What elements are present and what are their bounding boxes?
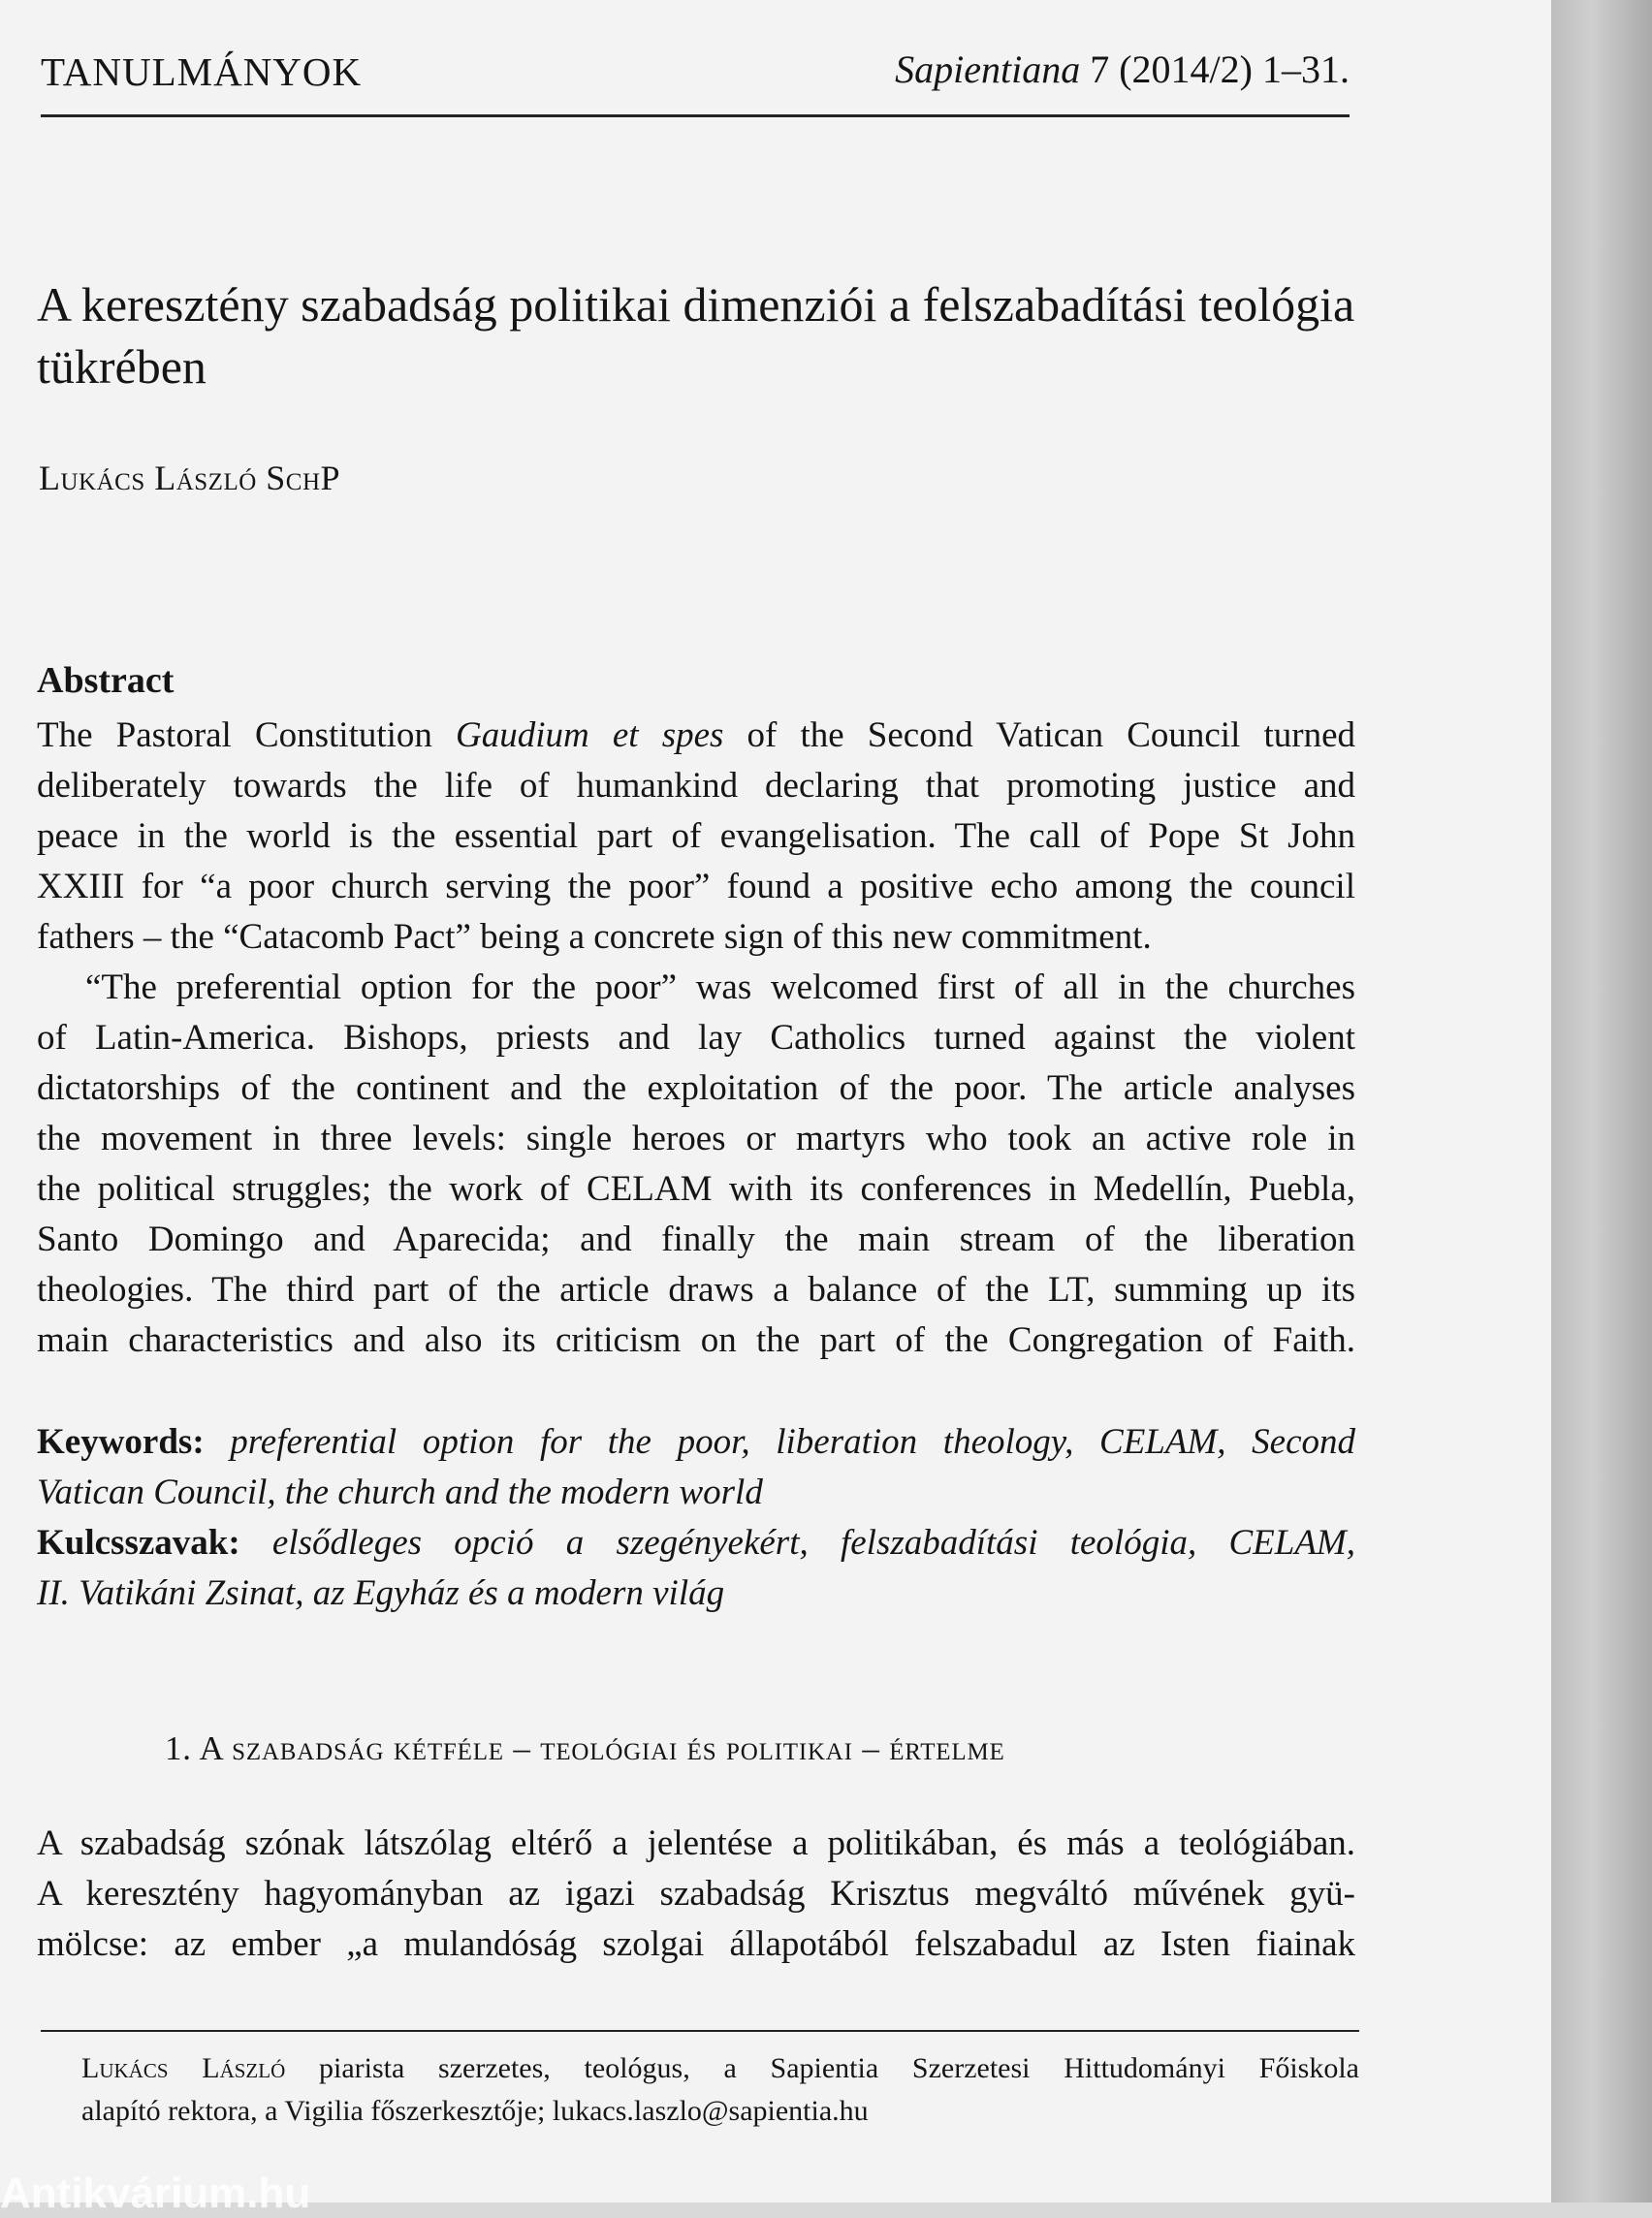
author-footnote (81, 2047, 1359, 2133)
abstract-line: main characteristics and also its criticism on the part of the Congregation of Faith. (37, 1320, 1355, 1360)
journal-citation (895, 47, 1350, 92)
abstract-line: deliberately towards the life of humankind declaring that promoting justice and (37, 766, 1355, 806)
abstract-heading: Abstract (37, 660, 175, 701)
abstract-line: The Pastoral Constitution Gaudium et spes of the Second Vatican Council turned (37, 715, 1355, 755)
keywords-en-line: Keywords: preferential option for the poor, liberation theology, CELAM, Second (37, 1422, 1355, 1462)
abstract-body (37, 711, 1355, 1366)
abstract-line: dictatorships of the continent and the exploitation of the poor. The article analyses (37, 1068, 1355, 1108)
article-author: Lukács László SchP (39, 459, 341, 497)
footnote-divider (41, 2030, 1359, 2032)
abstract-line: fathers – the “Catacomb Pact” being a concrete sign of this new commitment. (37, 917, 1152, 957)
book-spine-edge (1551, 0, 1652, 2202)
abstract-line: the political struggles; the work of CELAM with its conferences in Medellín, Puebla, (37, 1169, 1355, 1209)
keywords-en-label: Keywords: (37, 1422, 205, 1462)
footnote-line: Lukács László piarista szerzetes, teológus, a Sapientia Szerzetesi Hittudományi Főiskola (81, 2052, 1359, 2084)
keywords-hu-line: Kulcsszavak: elsődleges opció a szegényekért, felszabadítási teológia, CELAM, (37, 1523, 1355, 1563)
body-line: mölcse: az ember „a mulandóság szolgai állapotából felszabadul az Isten fiainak (37, 1924, 1355, 1964)
abstract-line: of Latin-America. Bishops, priests and lay Catholics turned against the violent (37, 1018, 1355, 1058)
watermark: Antikvárium.hu (0, 2170, 311, 2217)
abstract-line: “The preferential option for the poor” was welcomed first of all in the churches (85, 967, 1355, 1007)
header-divider (41, 114, 1350, 117)
section-body (37, 1819, 1355, 1970)
article-title: A keresztény szabadság politikai dimenziói a felszabadítási teológia tükrében (37, 277, 1355, 394)
body-line: A keresztény hagyományban az igazi szabadság Krisztus megváltó művének gyü- (37, 1874, 1355, 1914)
abstract-line: theologies. The third part of the article draws a balance of the LT, summing up its (37, 1270, 1355, 1310)
keywords-en-line: Vatican Council, the church and the modern world (37, 1473, 763, 1512)
abstract-line: the movement in three levels: single heroes or martyrs who took an active role in (37, 1119, 1355, 1158)
abstract-line: Santo Domingo and Aparecida; and finally the main stream of the liberation (37, 1220, 1355, 1259)
keywords-hu-line: II. Vatikáni Zsinat, az Egyház és a modern világ (37, 1573, 725, 1613)
abstract-line: XXIII for “a poor church serving the poor” found a positive echo among the council (37, 867, 1355, 906)
journal-issue: 7 (2014/2) 1–31. (1090, 48, 1350, 91)
footnote-line: alapító rektora, a Vigilia főszerkesztője; lukacs.laszlo@sapientia.hu (81, 2095, 869, 2127)
section-label: TANULMÁNYOK (41, 49, 363, 94)
keywords-hu-label: Kulcsszavak: (37, 1523, 240, 1563)
journal-name: Sapientiana (895, 48, 1081, 91)
footnote-author-name: Lukács László (81, 2052, 286, 2084)
body-line: A szabadság szónak látszólag eltérő a jelentése a politikában, és más a teológiában. (37, 1823, 1355, 1863)
keywords-block (37, 1417, 1355, 1619)
section-heading: 1. A szabadság kétféle – teológiai és politikai – értelme (165, 1729, 1005, 1767)
abstract-line: peace in the world is the essential part of evangelisation. The call of Pope St John (37, 816, 1355, 856)
